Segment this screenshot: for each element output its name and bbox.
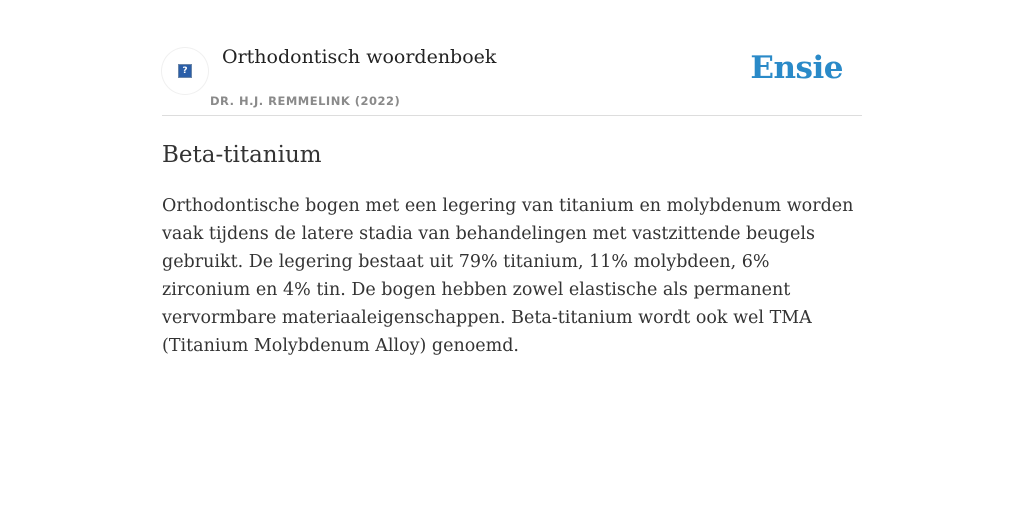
- dictionary-author: DR. H.J. REMMELINK (2022): [210, 94, 401, 108]
- entry-definition: Orthodontische bogen met een legering van titanium en molybdenum worden vaak tijdens de latere stadia van behandelingen met vastzittende beugels gebruikt. De legering bestaat uit 79% titanium, 11% molybdeen, 6% zirconium en 4% tin. De bogen hebben zowel elastische als permanent vervormbare materiaaleigenschappen. Beta-titanium wordt ook wel TMA (Titanium Molybdenum Alloy) genoemd.: [162, 196, 854, 356]
- book-cover-icon[interactable]: [162, 48, 208, 94]
- dictionary-title[interactable]: Orthodontisch woordenboek: [222, 46, 497, 68]
- ensie-logo[interactable]: Ensie: [750, 50, 843, 86]
- question-mark-icon: ?: [178, 64, 192, 78]
- dictionary-header: [162, 40, 862, 116]
- entry-title: Beta-titanium: [162, 142, 322, 168]
- page: [162, 40, 862, 360]
